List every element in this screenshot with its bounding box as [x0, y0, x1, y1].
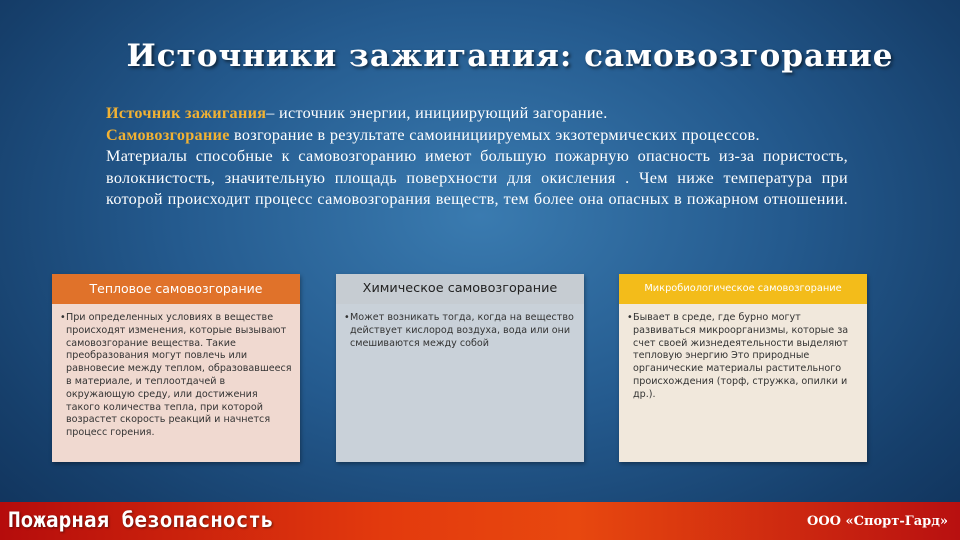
card-microbiological-body	[619, 304, 867, 462]
definition-ignition-source	[106, 103, 848, 125]
definition-ignition-source-text: – источник энергии, инициирующий загорание.	[266, 104, 608, 122]
term-self-ignition: Самовозгорание	[106, 125, 230, 144]
card-thermal-text: • При определенных условиях в веществе происходят изменения, которые вызывают самовозгорание вещества. Такие преобразования могут повлечь или равновесие между теплом, образовавшееся в материале, и теплоотдачей в окружающую среду, или достижения такого количества тепла, при которой возрастет скорость реакций и начнется процесс горения.	[66, 312, 292, 440]
footer-company: ООО «Спорт-Гард»	[807, 514, 948, 529]
card-microbiological-text: • Бывает в среде, где бурно могут развиваться микроорганизмы, которые за счет своей жизнедеятельности выделяют тепловую энергию Это природные органические материалы растительного происхождения (торф, стружка, опилки и др.).	[633, 312, 859, 402]
card-thermal	[52, 274, 300, 462]
definition-self-ignition-text: возгорание в результате самоинициируемых экзотермических процессов.	[229, 125, 760, 144]
footer-title: Пожарная безопасность	[8, 508, 274, 532]
card-thermal-body	[52, 304, 300, 462]
definition-self-ignition	[106, 125, 848, 147]
card-chemical-text: • Может возникать тогда, когда на вещество действует кислород воздуха, вода или они смешиваются между собой	[350, 312, 576, 350]
intro-text	[106, 103, 848, 211]
card-thermal-heading: Тепловое самовозгорание	[52, 274, 300, 304]
slide-title: Источники зажигания: самовозгорание	[126, 38, 894, 74]
card-chemical	[336, 274, 584, 462]
term-ignition-source: Источник зажигания	[106, 104, 267, 122]
card-chemical-body	[336, 304, 584, 462]
card-microbiological-heading: Микробиологическое самовозгорание	[619, 274, 867, 304]
card-microbiological	[619, 274, 867, 462]
footer-bar	[0, 502, 960, 540]
intro-paragraph: Материалы способные к самовозгоранию имеют большую пожарную опасность из-за пористость, волокнистость, значительную площадь поверхности для окисления . Чем ниже температура при которой происходит процесс самовозгорания веществ, тем более она опасных в пожарном отношении.	[106, 147, 848, 209]
card-chemical-heading: Химическое самовозгорание	[336, 274, 584, 304]
